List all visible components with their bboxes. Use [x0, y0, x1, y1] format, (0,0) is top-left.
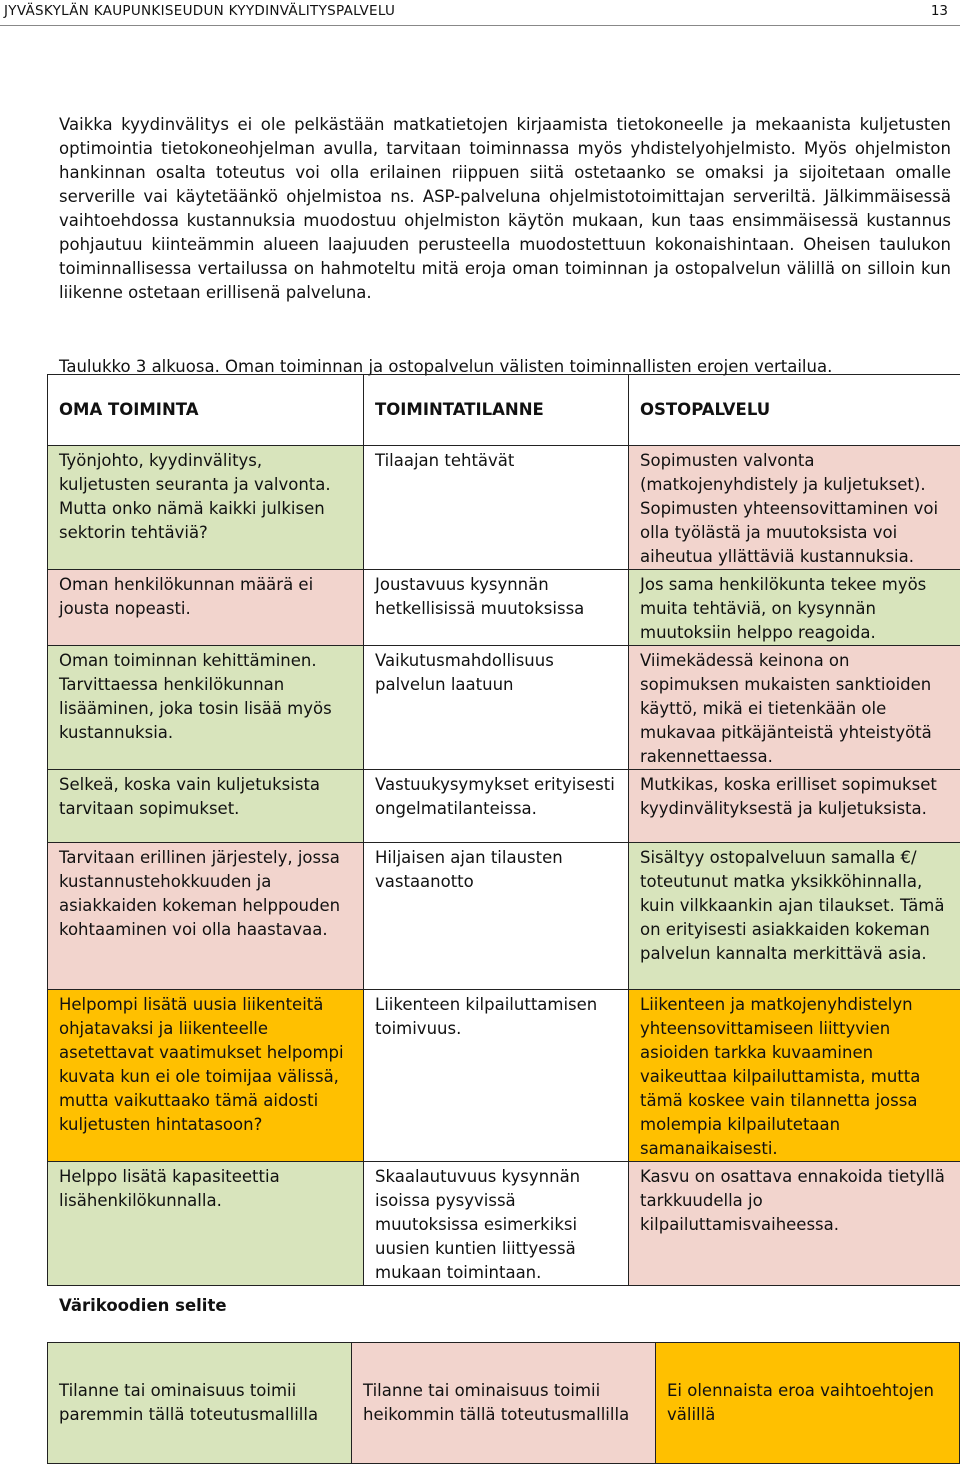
- own-operation-cell: Tarvitaan erillinen järjestely, jossa kustannustehokkuuden ja asiakkaiden kokeman helppouden kohtaaminen voi olla haastavaa.: [48, 843, 364, 990]
- legend-no-difference: Ei olennaista eroa vaihtoehtojen välillä: [656, 1343, 960, 1464]
- situation-cell: Tilaajan tehtävät: [364, 446, 629, 570]
- situation-cell: Vastuukysymykset erityisesti ongelmatilanteissa.: [364, 770, 629, 843]
- table-row: [48, 843, 960, 990]
- header-purchased-service: OSTOPALVELU: [629, 375, 960, 446]
- header-own-operation: OMA TOIMINTA: [48, 375, 364, 446]
- situation-cell: Vaikutusmahdollisuus palvelun laatuun: [364, 646, 629, 770]
- table-row: [48, 990, 960, 1162]
- own-operation-cell: Helpompi lisätä uusia liikenteitä ohjatavaksi ja liikenteelle asetettavat vaatimukset helpompi kuvata kun ei ole toimijaa välissä, mutta vaikuttaako tämä aidosti kuljetusten hintatasoon?: [48, 990, 364, 1162]
- document-title: JYVÄSKYLÄN KAUPUNKISEUDUN KYYDINVÄLITYSPALVELU: [4, 3, 396, 19]
- page-header: [0, 0, 960, 26]
- situation-cell: Hiljaisen ajan tilausten vastaanotto: [364, 843, 629, 990]
- legend-better: Tilanne tai ominaisuus toimii paremmin tällä toteutusmallilla: [48, 1343, 352, 1464]
- legend-worse: Tilanne tai ominaisuus toimii heikommin tällä toteutusmallilla: [352, 1343, 656, 1464]
- intro-paragraph: Vaikka kyydinvälitys ei ole pelkästään matkatietojen kirjaamista tietokoneelle ja mekaanista kuljetusten optimointia tietokoneohjelman avulla, tarvitaan toiminnassa myös yhdistelyohjelmisto. Myös ohjelmiston hankinnan osalta toteutus voi olla erilainen riippuen siitä ostetaanko se omaksi ja sijoitetaan omalle serverille vai käytetäänkö ohjelmistoa ns. ASP-palveluna ohjelmistotoimittajan serveriltä. Jälkimmäisessä vaihtoehdossa kustannuksia muodostuu ohjelmiston käytön mukaan, kun taas ensimmäisessä kustannus pohjautuu kiinteämmin alueen laajuuden perusteella muodostettuun kokonaishintaan. Oheisen taulukon toiminnallisessa vertailussa on hahmoteltu mitä eroja oman toiminnan ja ostopalvelun välillä on silloin kun liikenne ostetaan erillisenä palveluna.: [59, 115, 951, 302]
- table-row: [48, 570, 960, 646]
- table-header-row: [48, 375, 960, 446]
- purchased-service-cell: Sopimusten valvonta (matkojenyhdistely ja kuljetukset). Sopimusten yhteensovittaminen voi olla työlästä ja muutoksista voi aiheutua yllättäviä kustannuksia.: [629, 446, 960, 570]
- legend-title: Värikoodien selite: [59, 1296, 227, 1315]
- own-operation-cell: Selkeä, koska vain kuljetuksista tarvitaan sopimukset.: [48, 770, 364, 843]
- color-legend: [47, 1342, 960, 1464]
- purchased-service-cell: Liikenteen ja matkojenyhdistelyn yhteensovittamiseen liittyvien asioiden tarkka kuvaaminen vaikeuttaa kilpailuttamista, mutta tämä koskee vain tilannetta jossa molempia kilpailutetaan samanaikaisesti.: [629, 990, 960, 1162]
- table-row: [48, 770, 960, 843]
- situation-cell: Joustavuus kysynnän hetkellisissä muutoksissa: [364, 570, 629, 646]
- own-operation-cell: Helppo lisätä kapasiteettia lisähenkilökunnalla.: [48, 1162, 364, 1286]
- comparison-table: [47, 374, 960, 1286]
- header-rule: [0, 25, 960, 26]
- table-row: [48, 1162, 960, 1286]
- table-row: [48, 446, 960, 570]
- purchased-service-cell: Jos sama henkilökunta tekee myös muita tehtäviä, on kysynnän muutoksiin helppo reagoida.: [629, 570, 960, 646]
- purchased-service-cell: Viimekädessä keinona on sopimuksen mukaisten sanktioiden käyttö, mikä ei tietenkään ole mukavaa pitkäjänteistä yhteistyötä rakennettaessa.: [629, 646, 960, 770]
- situation-cell: Skaalautuvuus kysynnän isoissa pysyvissä muutoksissa esimerkiksi uusien kuntien liittyessä mukaan toimintaan.: [364, 1162, 629, 1286]
- table-row: [48, 646, 960, 770]
- header-situation: TOIMINTATILANNE: [364, 375, 629, 446]
- purchased-service-cell: Sisältyy ostopalveluun samalla €/ toteutunut matka yksikköhinnalla, kuin vilkkaankin ajan tilaukset. Tämä on erityisesti asiakkaiden kokeman palvelun kannalta merkittävä asia.: [629, 843, 960, 990]
- own-operation-cell: Oman henkilökunnan määrä ei jousta nopeasti.: [48, 570, 364, 646]
- own-operation-cell: Oman toiminnan kehittäminen. Tarvittaessa henkilökunnan lisääminen, joka tosin lisää myös kustannuksia.: [48, 646, 364, 770]
- own-operation-cell: Työnjohto, kyydinvälitys, kuljetusten seuranta ja valvonta. Mutta onko nämä kaikki julkisen sektorin tehtäviä?: [48, 446, 364, 570]
- purchased-service-cell: Kasvu on osattava ennakoida tietyllä tarkkuudella jo kilpailuttamisvaiheessa.: [629, 1162, 960, 1286]
- table-caption: Taulukko 3 alkuosa. Oman toiminnan ja ostopalvelun välisten toiminnallisten erojen vertailua.: [59, 357, 833, 376]
- purchased-service-cell: Mutkikas, koska erilliset sopimukset kyydinvälityksestä ja kuljetuksista.: [629, 770, 960, 843]
- page-number: 13: [930, 3, 948, 19]
- situation-cell: Liikenteen kilpailuttamisen toimivuus.: [364, 990, 629, 1162]
